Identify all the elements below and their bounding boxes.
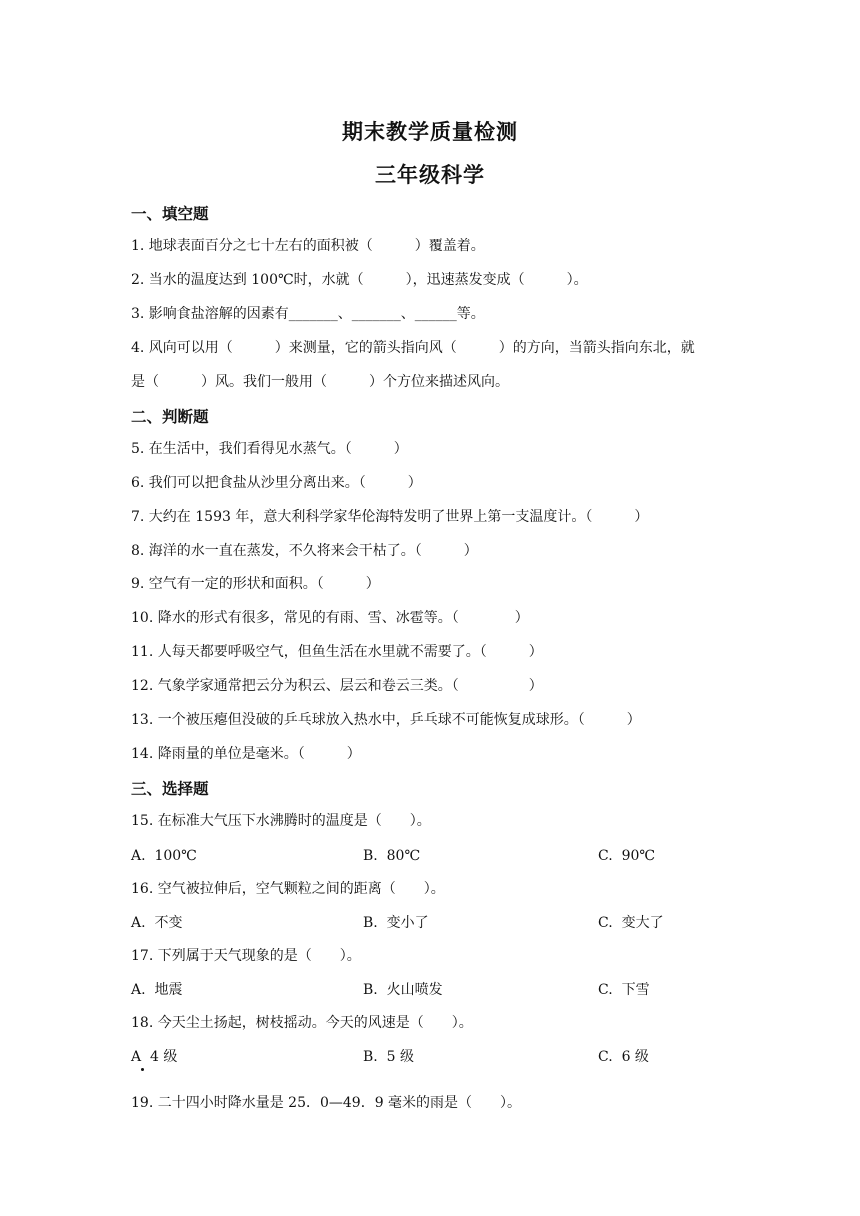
option-b: B. 80℃ xyxy=(363,848,421,864)
section-heading-choice: 三、选择题 xyxy=(131,779,209,798)
question-12: 12. 气象学家通常把云分为积云、层云和卷云三类。（ ） xyxy=(131,678,543,694)
question-9: 9. 空气有一定的形状和面积。（ ） xyxy=(131,576,380,592)
page-title: 期末教学质量检测 xyxy=(342,119,518,144)
option-c: C. 变大了 xyxy=(598,915,664,931)
option-a: A. 地震 xyxy=(131,982,183,998)
question-17: 17. 下列属于天气现象的是（ ）。 xyxy=(131,948,361,964)
option-b: B. 变小了 xyxy=(363,915,429,931)
question-4-line-2: 是（ ）风。我们一般用（ ）个方位来描述风向。 xyxy=(131,374,509,390)
question-16: 16. 空气被拉伸后，空气颗粒之间的距离（ ）。 xyxy=(131,881,445,897)
question-3: 3. 影响食盐溶解的因素有_______、_______、______等。 xyxy=(131,306,485,322)
question-19: 19. 二十四小时降水量是 25．0—49．9 毫米的雨是（ ）。 xyxy=(131,1095,522,1111)
section-heading-fill: 一、填空题 xyxy=(131,204,209,223)
option-c: C. 下雪 xyxy=(598,982,650,998)
option-b: B. 火山喷发 xyxy=(363,982,443,998)
option-a: A. 100℃ xyxy=(131,848,197,864)
option-c: C. 90℃ xyxy=(598,848,656,864)
question-2: 2. 当水的温度达到 100℃时，水就（ ），迅速蒸发变成（ ）。 xyxy=(131,272,588,288)
option-b: B. 5 级 xyxy=(363,1049,414,1065)
question-8: 8. 海洋的水一直在蒸发，不久将来会干枯了。（ ） xyxy=(131,543,478,559)
question-1: 1. 地球表面百分之七十左右的面积被（ ）覆盖着。 xyxy=(131,238,485,254)
question-11: 11. 人每天都要呼吸空气，但鱼生活在水里就不需要了。（ ） xyxy=(131,644,543,660)
question-15: 15. 在标准大气压下水沸腾时的温度是（ ）。 xyxy=(131,813,431,829)
question-14: 14. 降雨量的单位是毫米。（ ） xyxy=(131,746,361,762)
section-heading-judge: 二、判断题 xyxy=(131,407,209,426)
page-subtitle: 三年级科学 xyxy=(375,162,485,187)
question-10: 10. 降水的形式有很多，常见的有雨、雪、冰雹等。（ ） xyxy=(131,610,529,626)
option-a: A 4 级 xyxy=(131,1049,178,1065)
question-18: 18. 今天尘土扬起，树枝摇动。今天的风速是（ ）。 xyxy=(131,1015,473,1031)
stray-dot-mark xyxy=(141,1068,144,1071)
question-7: 7. 大约在 1593 年，意大利科学家华伦海特发明了世界上第一支温度计。（ ） xyxy=(131,509,649,525)
question-5: 5. 在生活中，我们看得见水蒸气。（ ） xyxy=(131,441,408,457)
option-a: A. 不变 xyxy=(131,915,183,931)
question-4-line-1: 4. 风向可以用（ ）来测量，它的箭头指向风（ ）的方向，当箭头指向东北，就 xyxy=(131,340,695,356)
question-13: 13. 一个被压瘪但没破的乒乓球放入热水中，乒乓球不可能恢复成球形。（ ） xyxy=(131,712,641,728)
question-6: 6. 我们可以把食盐从沙里分离出来。（ ） xyxy=(131,475,422,491)
option-c: C. 6 级 xyxy=(598,1049,649,1065)
